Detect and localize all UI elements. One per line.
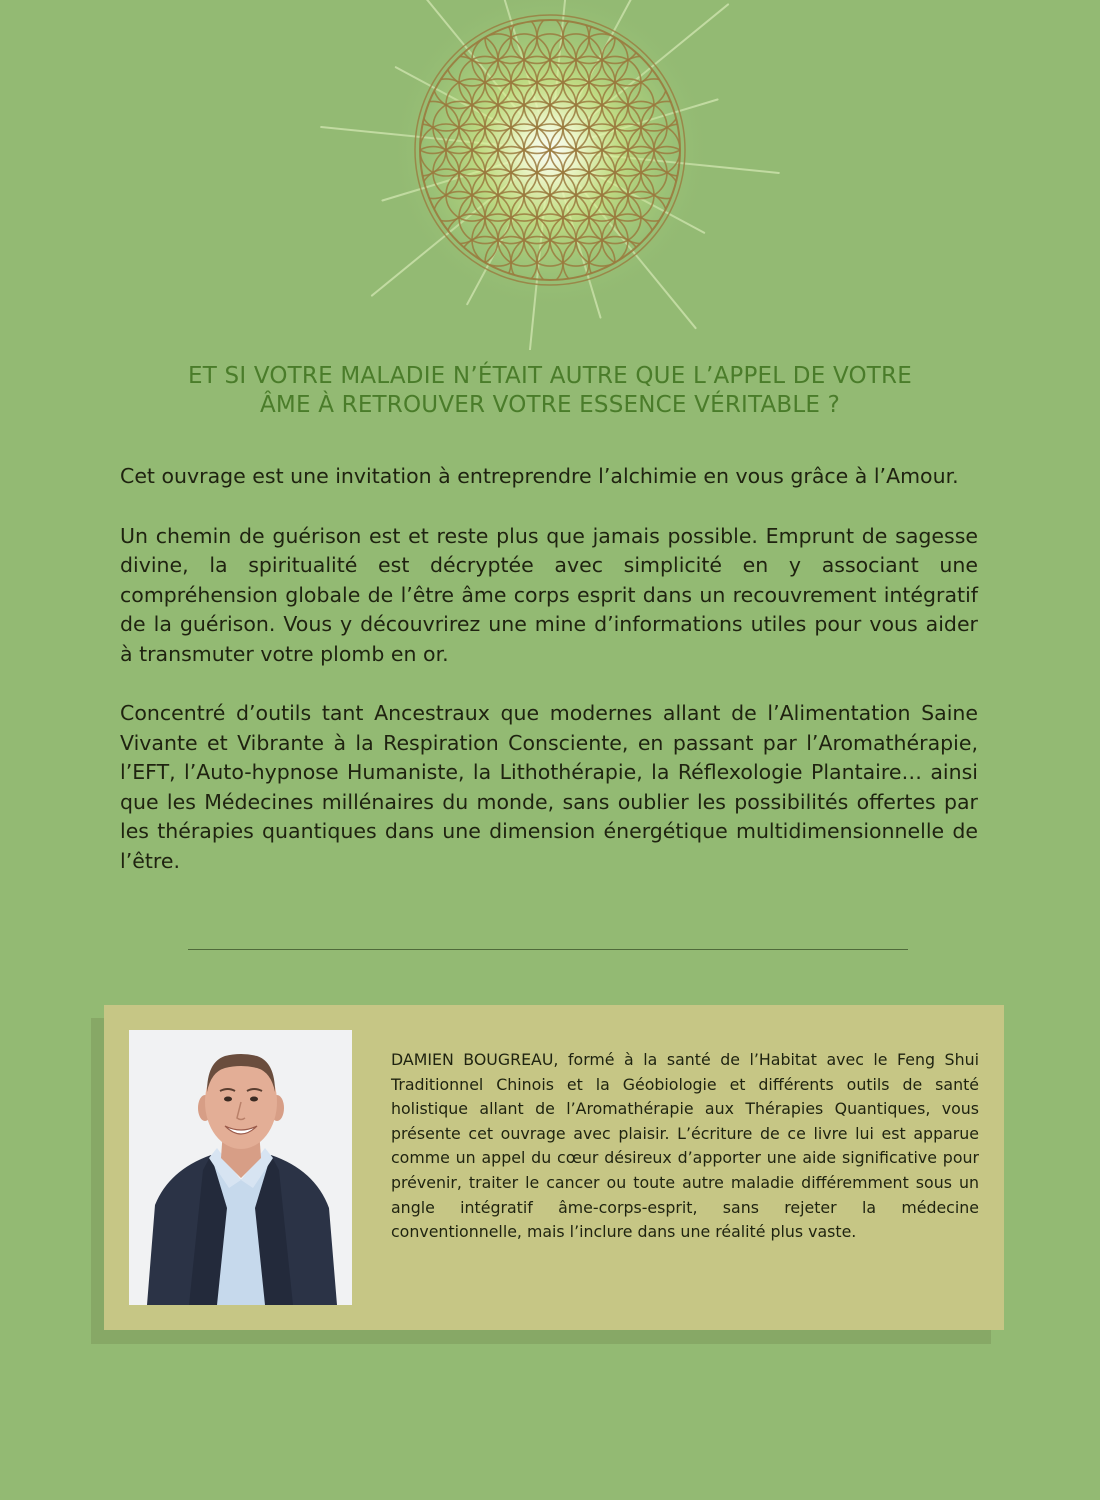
paragraph-2: Un chemin de guérison est et reste plus que jamais possible. Emprunt de sagesse divine, la spiritualité est décryptée avec simplicité en y associant une compréhension globale de l’être âme corps esprit dans un recouvrement intégratif de la guérison. Vous y découvrirez une mine d’informations utiles pour vous aider à transmuter votre plomb en or. xyxy=(120,523,978,666)
description-text xyxy=(120,462,978,906)
author-bio: DAMIEN BOUGREAU, formé à la santé de l’Habitat avec le Feng Shui Traditionnel Chinois et la Géobiologie et différents outils de santé holistique allant de l’Aromathérapie aux Thérapies Quantiques, vous présente cet ouvrage avec plaisir. L’écriture de ce livre lui est apparue comme un appel du cœur désireux d’apporter une aide significative pour prévenir, traiter le cancer ou toute autre maladie différemment sous un angle intégratif âme-corps-esprit, sans rejeter la médecine conventionnelle, mais l’inclure dans une réalité plus vaste. xyxy=(391,1050,979,1242)
headline-line-1: ET SI VOTRE MALADIE N’ÉTAIT AUTRE QUE L’APPEL DE VOTRE xyxy=(188,363,912,389)
headline xyxy=(100,362,1000,420)
author-photo xyxy=(129,1030,352,1305)
divider xyxy=(188,949,908,950)
author-box xyxy=(104,1005,1004,1330)
paragraph-3: Concentré d’outils tant Ancestraux que modernes allant de l’Alimentation Saine Vivante et Vibrante à la Respiration Consciente, en passant par l’Aromathérapie, l’EFT, l’Auto-hypnose Humaniste, la Lithothérapie, la Réflexologie Plantaire… ainsi que les Médecines millénaires du monde, sans oublier les possibilités offertes par les thérapies quantiques dans une dimension énergétique multidimensionnelle de l’être. xyxy=(120,701,978,873)
paragraph-1: Cet ouvrage est une invitation à entreprendre l’alchimie en vous grâce à l’Amour. xyxy=(120,464,959,488)
flower-of-life-emblem xyxy=(250,0,850,350)
headline-line-2: ÂME À RETROUVER VOTRE ESSENCE VÉRITABLE ? xyxy=(259,392,841,418)
